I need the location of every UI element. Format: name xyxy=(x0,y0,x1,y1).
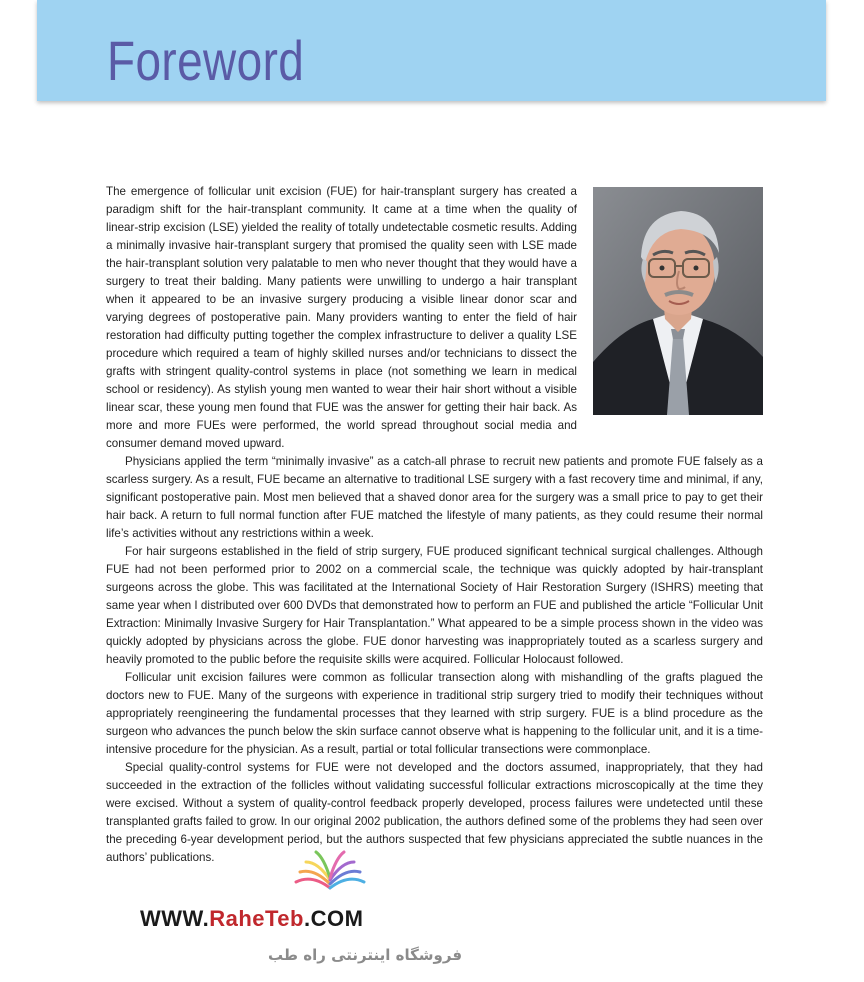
watermark-url-prefix: WWW. xyxy=(140,906,210,931)
paragraph-2: Physicians applied the term “minimally invasive” as a catch-all phrase to recruit new patients and promote FUE falsely as a scarless surgery. As a result, FUE became an alternative to traditional LSE surgery with a fast recovery time and minimal, if any, significant postoperative pain. Most men believed that a shaved donor area for the surgery was a small price to pay to get their hair back. A return to full normal function after FUE matched the lifestyle of many patients, as they could resume their normal life’s activities without any restrictions within a week. xyxy=(106,455,763,540)
paragraph-5: Special quality-control systems for FUE were not developed and the doctors assumed, inappropriately, that they had succeeded in the extraction of the follicles without validating successful follicular extractions microscopically at the time they were excised. Without a system of quality-control feedback properly developed, process failures were undetected until these transplanted grafts failed to grow. In our original 2002 publication, the authors defined some of the problems they had seen over the preceding 6-year development period, but the authors suspected that few physicians appreciated the subtle nuances in the authors’ publications. xyxy=(106,761,763,864)
foreword-body xyxy=(106,183,763,867)
watermark-persian-text: فروشگاه اینترنتی راه طب xyxy=(268,946,463,964)
portrait-icon xyxy=(593,187,763,415)
page-title: Foreword xyxy=(107,29,305,92)
watermark-url-mid: RaheTeb xyxy=(209,906,304,931)
portrait-photo xyxy=(593,187,763,415)
open-book-logo-icon xyxy=(288,838,372,898)
paragraph-4: Follicular unit excision failures were common as follicular transection along with mishandling of the grafts plagued the doctors new to FUE. Many of the surgeons with experience in traditional strip surgery tried to modify their techniques without appropriately reengineering the fundamental processes that they learned with strip surgery. FUE is a blind procedure as the surgeon who advances the punch below the skin surface cannot observe what is happening to the follicular unit, and it is a time-intensive procedure for the physician. As a result, partial or total follicular transections were commonplace. xyxy=(106,671,763,756)
paragraph-1: The emergence of follicular unit excision (FUE) for hair-transplant surgery has created a paradigm shift for the hair-transplant community. It came at a time when the quality of linear-strip excision (LSE) yielded the reality of totally undetectable cosmetic results. Adding a minimally invasive hair-transplant surgery that promised the quality seen with LSE made the hair-transplant solution very palatable to men who never thought that they would have a surgery to treat their balding. Many patients were unwilling to undergo a hair transplant when it appeared to be an invasive surgery producing a visible linear donor scar and varying degrees of postoperative pain. Many providers wanting to enter the field of hair restoration had difficulty putting together the complex infrastructure to deliver a quality LSE procedure which required a team of highly skilled nurses and/or technicians to dissect the grafts with stringent quality-control systems in place (not something we learn in medical school or residency). As stylish young men wanted to wear their hair short without a visible linear scar, these young men found that FUE was the answer for getting their hair back. As more and more FUEs were performed, the world spread throughout social media and consumer demand moved upward. xyxy=(106,185,577,450)
watermark-url xyxy=(140,906,363,932)
header-banner xyxy=(37,0,826,101)
paragraph-3: For hair surgeons established in the field of strip surgery, FUE produced significant technical surgical challenges. Although FUE had not been performed prior to 2002 on a commercial scale, the technique was quickly adopted by hair-transplant surgeons across the globe. This was facilitated at the International Society of Hair Restoration Surgery (ISHRS) meeting that same year when I distributed over 600 DVDs that demonstrated how to perform an FUE and published the article “Follicular Unit Extraction: Minimally Invasive Surgery for Hair Transplantation.” What appeared to be a simple process shown in the video was quickly adopted by physicians across the globe. FUE donor harvesting was inappropriately touted as a scarless surgery and heavily promoted to the public before the requisite skills were acquired. Follicular Holocaust followed. xyxy=(106,545,763,666)
watermark-url-suffix: .COM xyxy=(303,906,364,931)
